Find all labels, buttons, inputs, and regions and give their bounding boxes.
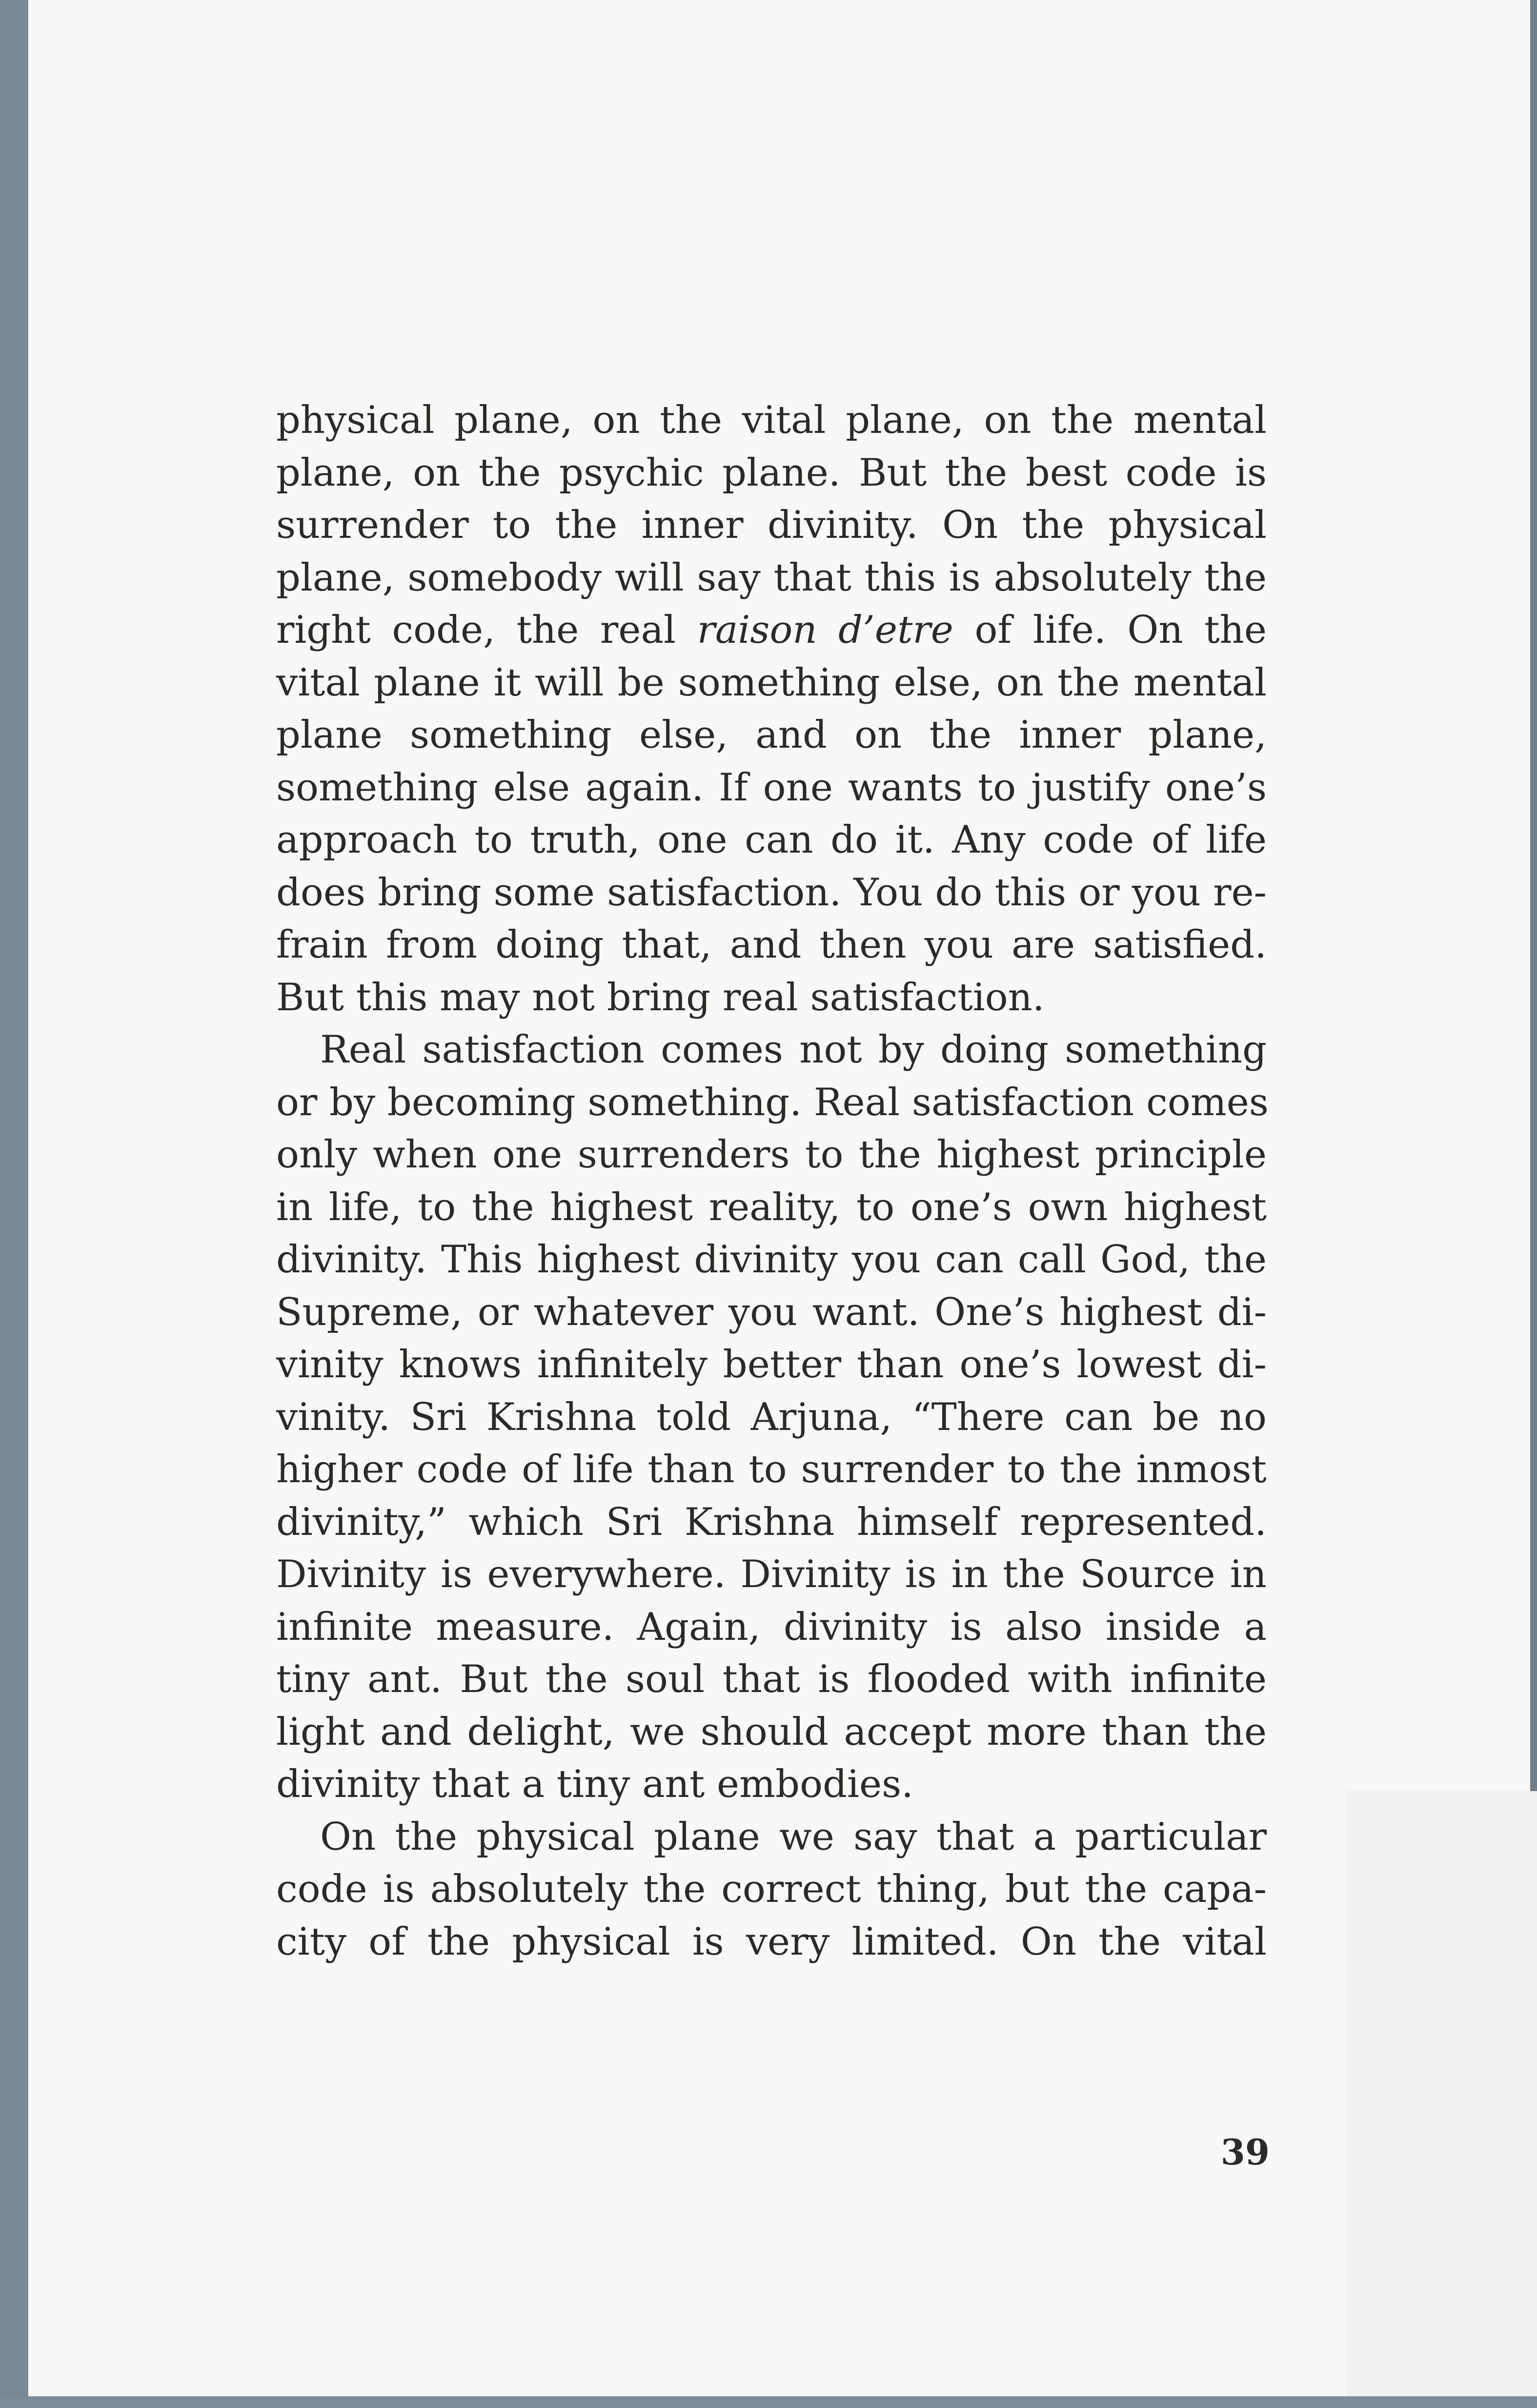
italic-phrase: raison d’etre <box>697 608 953 652</box>
text-line: divinity. This highest divinity you can call God, the <box>276 1238 1267 1282</box>
text-line: vital plane it will be something else, on the mental <box>276 660 1267 705</box>
text-line: surrender to the inner divinity. On the physical <box>276 503 1267 547</box>
page-number: 39 <box>1220 2131 1270 2173</box>
text-line: city of the physical is very limited. On the vital <box>276 1919 1267 1964</box>
text-line: But this may not bring real satisfaction. <box>276 975 1045 1020</box>
scan-background-left <box>0 0 28 2408</box>
page-body-text <box>276 394 1267 1968</box>
text-line: vinity. Sri Krishna told Arjuna, “There can be no <box>276 1395 1267 1439</box>
text-line: in life, to the highest reality, to one’s own highest <box>276 1185 1267 1229</box>
text-line: something else again. If one wants to justify one’s <box>276 765 1267 810</box>
text-line: plane, somebody will say that this is absolutely the <box>276 555 1267 600</box>
scan-background-bottom <box>0 2396 1537 2408</box>
text-segment: right code, the real <box>276 608 697 652</box>
text-line: infinite measure. Again, divinity is also inside a <box>276 1605 1267 1649</box>
text-segment: of life. On the <box>953 608 1267 652</box>
text-line: code is absolutely the correct thing, but the capa- <box>276 1867 1267 1911</box>
text-line: light and delight, we should accept more than the <box>276 1710 1267 1754</box>
text-line: approach to truth, one can do it. Any code of life <box>276 818 1267 862</box>
text-line: frain from doing that, and then you are satisfied. <box>276 923 1267 967</box>
text-line: Real satisfaction comes not by doing something <box>320 1028 1267 1072</box>
text-line: higher code of life than to surrender to the inmost <box>276 1448 1267 1491</box>
text-line: or by becoming something. Real satisfaction comes <box>276 1080 1269 1124</box>
text-line: Divinity is everywhere. Divinity is in the Source in <box>276 1552 1267 1596</box>
text-line: vinity knows infinitely better than one’s lowest di- <box>276 1343 1267 1387</box>
text-line: divinity that a tiny ant embodies. <box>276 1762 913 1806</box>
text-line: only when one surrenders to the highest principle <box>276 1133 1267 1177</box>
text-line <box>276 604 1267 657</box>
text-line: does bring some satisfaction. You do this or you re- <box>276 870 1267 915</box>
text-line: Supreme, or whatever you want. One’s highest di- <box>276 1290 1267 1334</box>
scan-background-right <box>1530 0 1537 1796</box>
text-line: On the physical plane we say that a particular <box>320 1815 1267 1859</box>
text-line: divinity,” which Sri Krishna himself represented. <box>276 1500 1267 1544</box>
page-edge <box>1346 1791 1537 2396</box>
text-line: plane, on the psychic plane. But the best code is <box>276 450 1267 495</box>
text-line: tiny ant. But the soul that is flooded with infinite <box>276 1657 1267 1701</box>
text-line: physical plane, on the vital plane, on the mental <box>276 398 1267 442</box>
text-line: plane something else, and on the inner plane, <box>276 713 1267 757</box>
